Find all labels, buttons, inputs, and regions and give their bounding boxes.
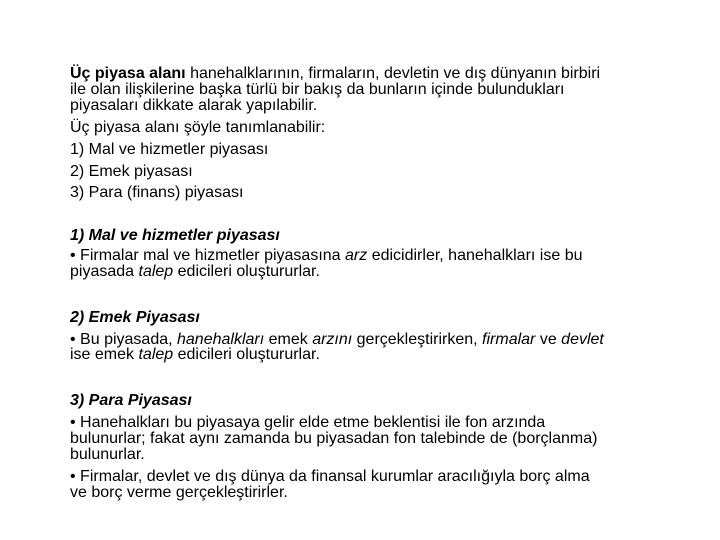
- section-line: [70, 263, 320, 281]
- section-line: • Hanehalkları bu piyasaya gelir elde etme beklentisi ile fon arzında: [70, 414, 546, 431]
- text: • Bu piyasada,: [70, 331, 177, 348]
- section-line: bulunurlar.: [70, 446, 145, 463]
- section-heading: 2) Emek Piyasası: [70, 309, 200, 326]
- text: ve: [535, 331, 562, 348]
- intro-line: piyasaları dikkate alarak yapılabilir.: [70, 97, 318, 114]
- section-line: [70, 346, 320, 364]
- intro-text: hanehalklarının, firmaların, devletin ve dış dünyanın birbiri: [185, 65, 601, 82]
- section-line: bulunurlar; fakat aynı zamanda bu piyasadan fon talebinde de (borçlanma): [70, 430, 598, 447]
- emphasis: talep: [138, 346, 174, 363]
- section-heading: 3) Para Piyasası: [70, 392, 192, 409]
- text: gerçekleştirirken,: [352, 331, 483, 348]
- intro-line: Üç piyasa alanı şöyle tanımlanabilir:: [70, 119, 326, 136]
- emphasis: talep: [138, 263, 174, 280]
- emphasis: devlet: [561, 331, 604, 348]
- list-item: 3) Para (finans) piyasası: [70, 184, 244, 201]
- section-line: • Firmalar, devlet ve dış dünya da finansal kurumlar aracılığıyla borç alma: [70, 468, 590, 485]
- intro-line: ile olan ilişkilerine başka türlü bir bakış da bunların içinde bulundukları: [70, 81, 565, 98]
- list-item: 1) Mal ve hizmetler piyasası: [70, 141, 269, 158]
- text: emek: [264, 331, 313, 348]
- text: piyasada: [70, 263, 139, 280]
- emphasis: hanehalkları: [177, 331, 265, 348]
- emphasis: arz: [345, 247, 368, 264]
- emphasis: firmalar: [482, 331, 536, 348]
- emphasis: arzını: [312, 331, 353, 348]
- text: edicidirler, hanehalkları ise bu: [367, 247, 583, 264]
- intro-bold-term: Üç piyasa alanı: [70, 65, 186, 82]
- text: ise emek: [70, 346, 139, 363]
- text: edicileri oluştururlar.: [173, 263, 320, 280]
- text: • Firmalar mal ve hizmetler piyasasına: [70, 247, 346, 264]
- section-heading: 1) Mal ve hizmetler piyasası: [70, 227, 280, 244]
- section-line: ve borç verme gerçekleştirirler.: [70, 484, 288, 501]
- text: edicileri oluştururlar.: [173, 346, 320, 363]
- list-item: 2) Emek piyasası: [70, 163, 193, 180]
